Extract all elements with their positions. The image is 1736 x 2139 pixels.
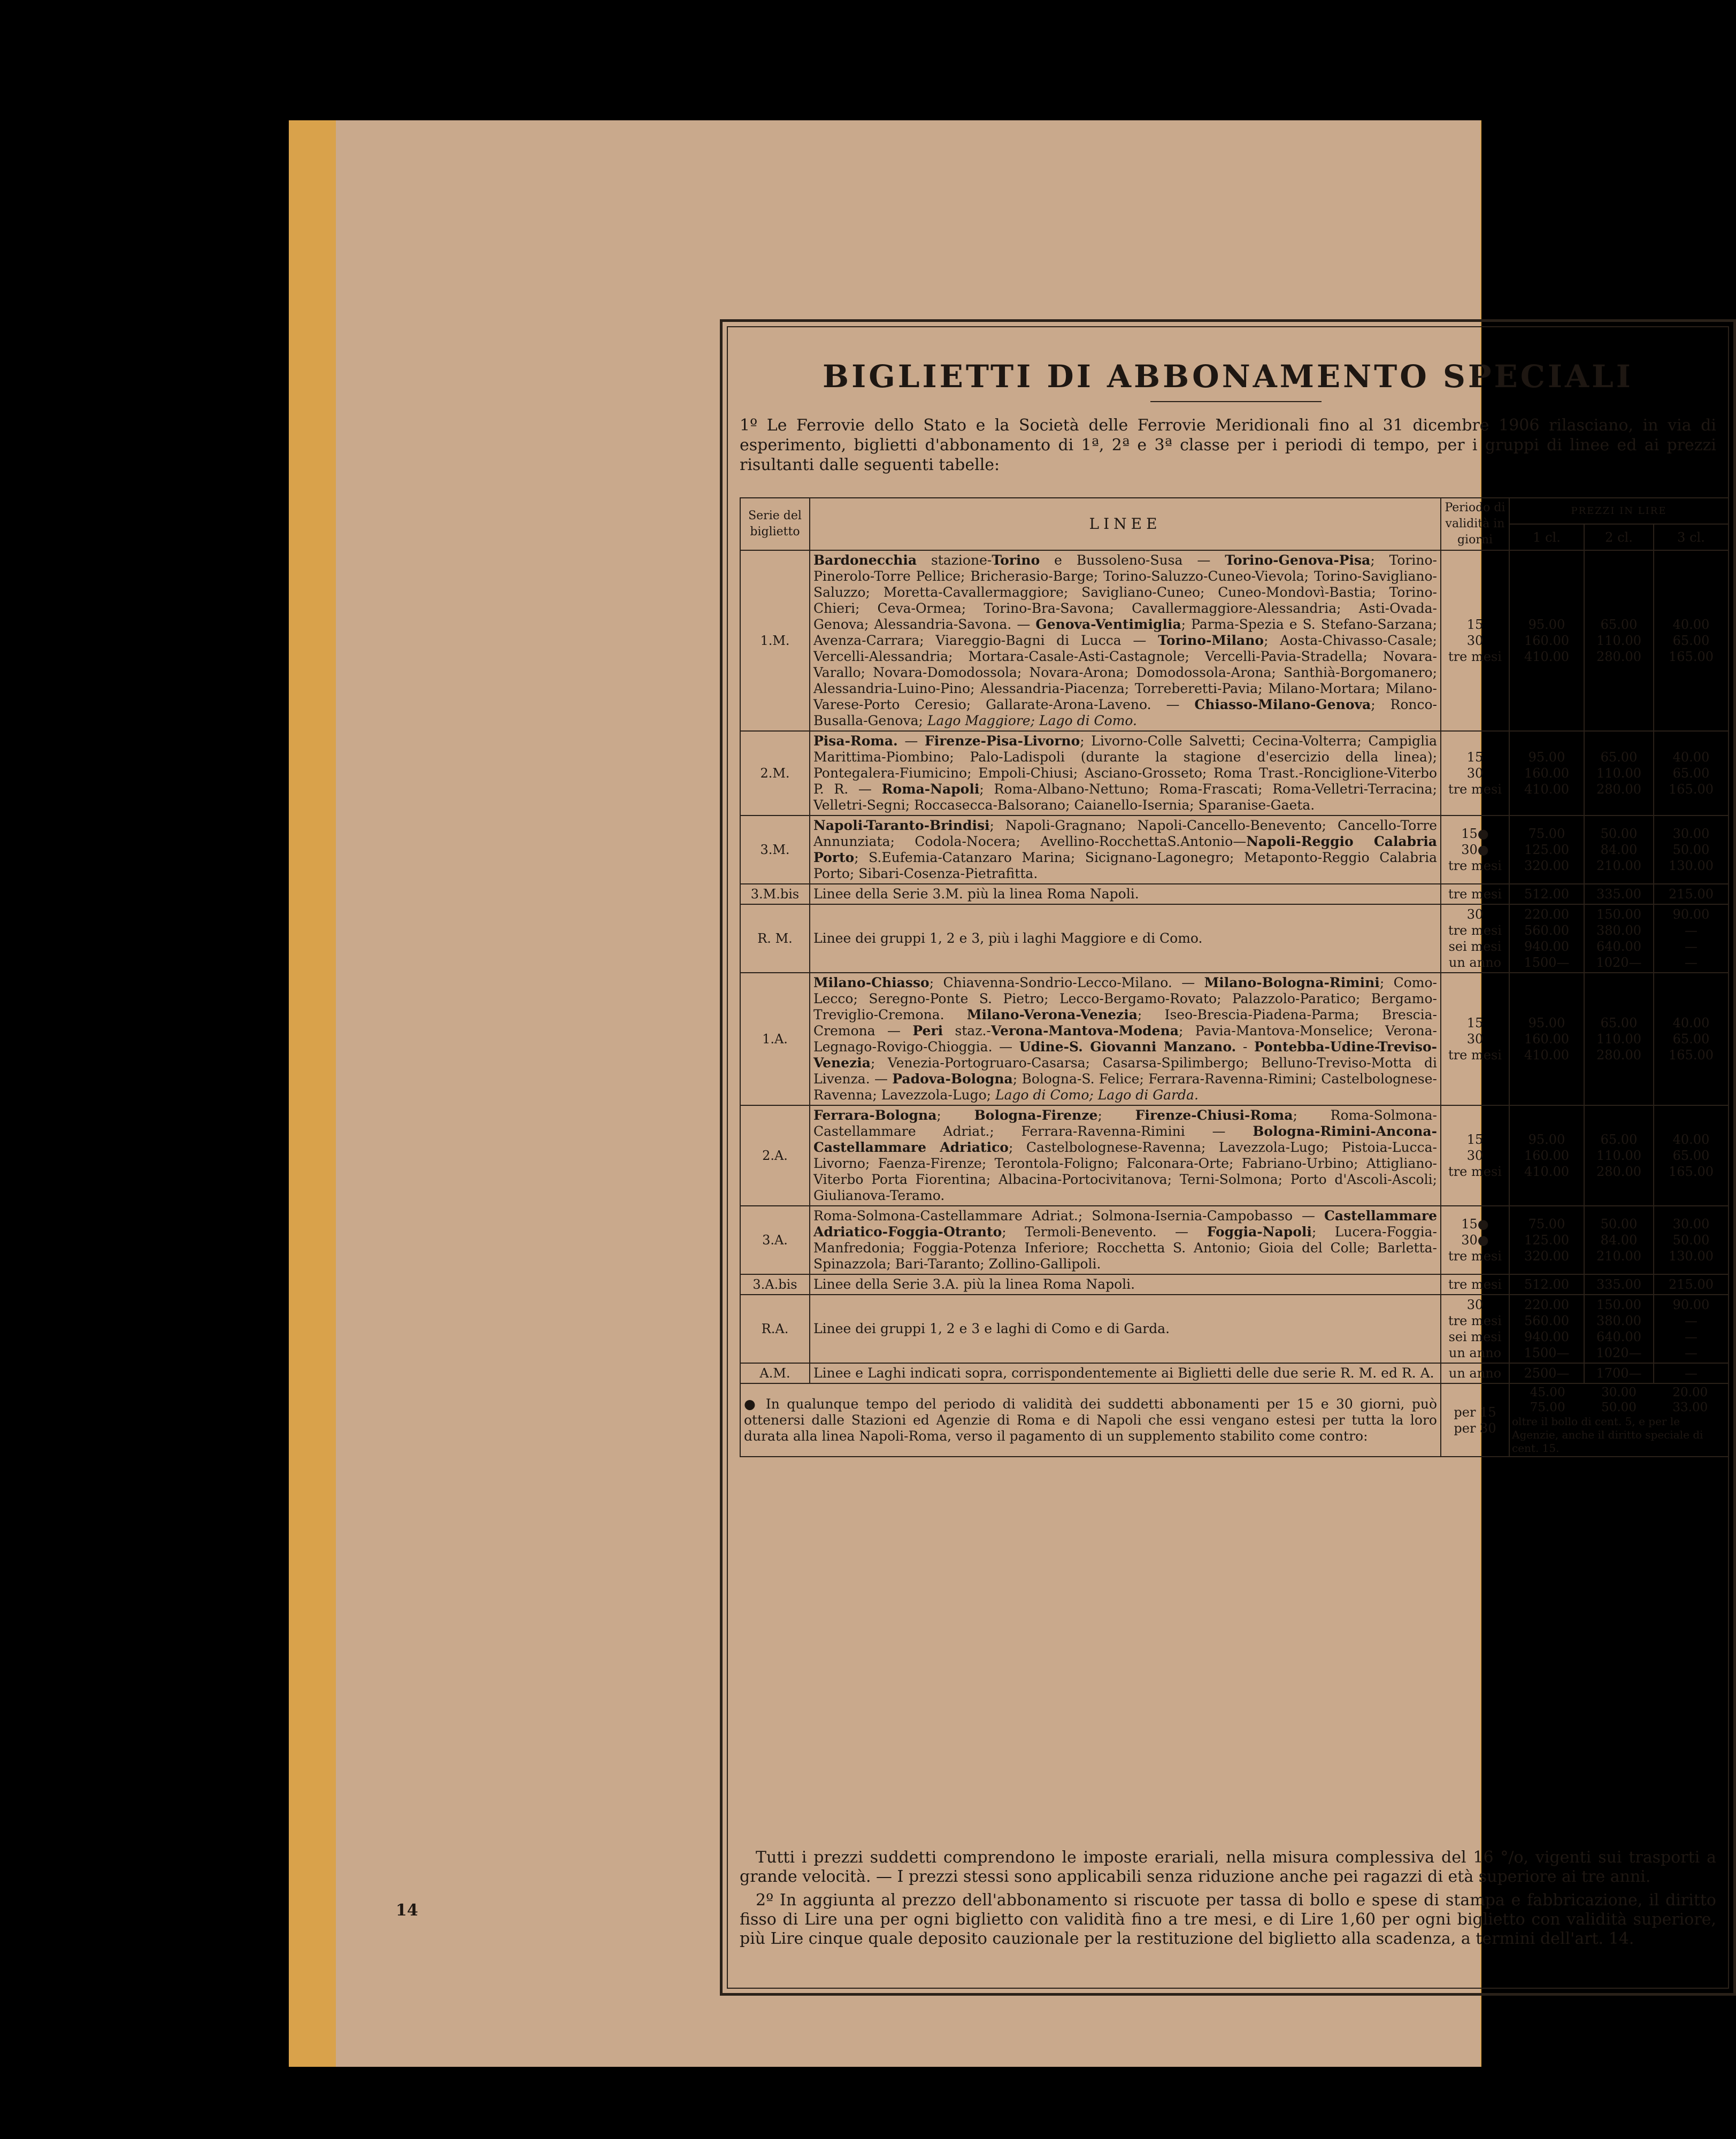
- price-cl2-value: 280.00: [1596, 649, 1641, 664]
- periodo-value: tre mesi: [1448, 923, 1502, 938]
- periodo-cell: [1441, 884, 1509, 904]
- periodo-value: 15: [1466, 750, 1484, 765]
- periodo-value: 30: [1466, 766, 1484, 781]
- price-cl1-value: 75.00: [1528, 1217, 1565, 1232]
- periodo-value: tre mesi: [1448, 782, 1502, 797]
- price-cl3-cell: [1654, 1295, 1729, 1363]
- header-periodo: Periodo di validità in giorni: [1441, 498, 1509, 550]
- price-cl2-cell: [1584, 1274, 1654, 1295]
- price-cl1-value: 160.00: [1524, 1148, 1569, 1163]
- table-row: [740, 884, 1729, 904]
- price-cl1-value: 95.00: [1528, 1132, 1565, 1147]
- price-cl1-value: 320.00: [1524, 858, 1569, 873]
- linee-cell: Milano-Chiasso; Chiavenna-Sondrio-Lecco-Milano. — Milano-Bologna-Rimini; Como-Lecco; Seregno-Ponte S. Pietro; Lecco-Bergamo-Rovato; Palazzolo-Paratico; Bergamo-Treviglio-Cremona. Milano-Verona-Venezia; Iseo-Brescia-Piadena-Parma; Brescia-Cremona — Peri staz.-Verona-Mantova-Modena; Pavia-Mantova-Monselice; Verona-Legnago-Rovigo-Chioggia. — Udine-S. Giovanni Manzano. - Pontebba-Udine-Treviso-Venezia; Venezia-Portogruaro-Casarsa; Casarsa-Spilimbergo; Belluno-Treviso-Motta di Livenza. — Padova-Bologna; Bologna-S. Felice; Ferrara-Ravenna-Rimini; Castelbolognese-Ravenna; Lavezzola-Lugo; Lago di Como; Lago di Garda.: [810, 973, 1441, 1105]
- price-cl2-value: 50.00: [1600, 826, 1638, 841]
- price-cl2-value: 335.00: [1596, 1277, 1641, 1292]
- linee-cell: Roma-Solmona-Castellammare Adriat.; Solmona-Isernia-Campobasso — Castellammare Adriatico-Foggia-Otranto; Termoli-Benevento. — Foggia-Napoli; Lucera-Foggia-Manfredonia; Foggia-Potenza Inferiore; Rocchetta S. Antonio; Gioia del Colle; Barletta-Spinazzola; Bari-Taranto; Zollino-Gallipoli.: [810, 1206, 1441, 1274]
- closing-paragraph: 2º In aggiunta al prezzo dell'abbonamento si riscuote per tassa di bollo e spese di stampa e fabbricazione, il diritto fisso di Lire una per ogni biglietto con validità fino a tre mesi, e di Lire 1,60 per ogni biglietto con validità superiore, più Lire cinque quale deposito cauzionale per la restituzione del biglietto alla scadenza, a termini dell'art. 14.: [740, 1891, 1716, 1948]
- price-cl2-value: 280.00: [1596, 1048, 1641, 1063]
- title-rule: [1150, 401, 1322, 402]
- price-cl3-value: —: [1685, 1329, 1697, 1344]
- periodo-value: 15: [1466, 1132, 1484, 1147]
- price-cl2-value: 150.00: [1596, 907, 1641, 922]
- page-title: BIGLIETTI DI ABBONAMENTO SPECIALI: [823, 358, 1633, 395]
- price-cl3-value: 30.00: [1672, 826, 1710, 841]
- price-cl3-value: 215.00: [1669, 1277, 1714, 1292]
- periodo-cell: [1441, 731, 1509, 815]
- price-cl2-value: 380.00: [1596, 1313, 1641, 1328]
- periodo-value: tre mesi: [1448, 1313, 1502, 1328]
- price-cl1-cell: [1509, 884, 1584, 904]
- periodo-value: tre mesi: [1448, 1048, 1502, 1063]
- price-cl2-value: 210.00: [1596, 858, 1641, 873]
- table-row: [740, 815, 1729, 884]
- price-cl3-value: 165.00: [1669, 1048, 1714, 1063]
- price-cl3-cell: [1654, 731, 1729, 815]
- linee-cell: Linee della Serie 3.A. più la linea Roma Napoli.: [810, 1274, 1441, 1295]
- price-cl3-value: 40.00: [1672, 750, 1710, 765]
- footnote-c1: 75.00: [1530, 1401, 1565, 1414]
- serie-cell: 2.A.: [740, 1105, 810, 1206]
- price-cl1-value: 125.00: [1524, 842, 1569, 857]
- price-cl1-value: 160.00: [1524, 1032, 1569, 1047]
- price-cl2-value: 335.00: [1596, 887, 1641, 902]
- price-cl1-value: 410.00: [1524, 1164, 1569, 1179]
- table-row: [740, 1105, 1729, 1206]
- price-cl3-value: 40.00: [1672, 617, 1710, 632]
- price-cl2-value: 65.00: [1600, 1132, 1638, 1147]
- periodo-cell: [1441, 1295, 1509, 1363]
- price-cl2-cell: [1584, 1295, 1654, 1363]
- price-cl1-value: 410.00: [1524, 782, 1569, 797]
- price-cl1-value: 220.00: [1524, 907, 1569, 922]
- periodo-value: 15: [1466, 617, 1484, 632]
- price-cl3-value: 50.00: [1672, 842, 1710, 857]
- periodo-cell: [1441, 973, 1509, 1105]
- header-prezzi: PREZZI IN LIRE: [1509, 498, 1729, 524]
- price-cl3-cell: [1654, 884, 1729, 904]
- price-cl1-cell: [1509, 815, 1584, 884]
- price-cl1-value: 410.00: [1524, 649, 1569, 664]
- price-cl3-value: 65.00: [1672, 1032, 1710, 1047]
- periodo-value: tre mesi: [1448, 1249, 1502, 1264]
- price-cl1-cell: [1509, 1363, 1584, 1383]
- price-cl3-cell: [1654, 815, 1729, 884]
- serie-cell: 1.A.: [740, 973, 810, 1105]
- price-cl2-cell: [1584, 1206, 1654, 1274]
- price-cl1-cell: [1509, 1274, 1584, 1295]
- price-cl1-cell: [1509, 1206, 1584, 1274]
- price-cl1-cell: [1509, 1295, 1584, 1363]
- periodo-cell: [1441, 1105, 1509, 1206]
- price-cl3-value: 40.00: [1672, 1132, 1710, 1147]
- page-frame: [720, 319, 1736, 1996]
- footnote-c1: 45.00: [1530, 1386, 1565, 1399]
- periodo-value: 15●: [1461, 1217, 1489, 1232]
- periodo-value: 30: [1466, 633, 1484, 648]
- price-cl2-cell: [1584, 731, 1654, 815]
- price-cl1-value: 2500—: [1524, 1366, 1570, 1381]
- price-cl2-cell: [1584, 550, 1654, 731]
- price-cl1-value: 512.00: [1524, 1277, 1569, 1292]
- header-linee: LINEE: [810, 498, 1441, 550]
- footnote-c2: 50.00: [1601, 1401, 1637, 1414]
- price-cl2-value: 640.00: [1596, 1329, 1641, 1344]
- price-cl1-value: 220.00: [1524, 1297, 1569, 1312]
- table-row: [740, 904, 1729, 973]
- periodo-value: sei mesi: [1448, 939, 1502, 954]
- price-cl1-value: 75.00: [1528, 826, 1565, 841]
- periodo-value: sei mesi: [1448, 1329, 1502, 1344]
- footnote-prices: [1509, 1383, 1729, 1457]
- serie-cell: 1.M.: [740, 550, 810, 731]
- periodo-value: un anno: [1448, 1366, 1502, 1381]
- price-cl1-value: 940.00: [1524, 1329, 1569, 1344]
- table-row: [740, 731, 1729, 815]
- page-number: 14: [396, 1901, 418, 1920]
- price-cl2-value: 65.00: [1600, 750, 1638, 765]
- price-cl2-value: 640.00: [1596, 939, 1641, 954]
- price-cl2-value: 210.00: [1596, 1249, 1641, 1264]
- price-cl3-cell: [1654, 1274, 1729, 1295]
- price-cl1-value: 512.00: [1524, 887, 1569, 902]
- price-cl3-value: 130.00: [1669, 1249, 1714, 1264]
- price-cl3-value: 90.00: [1672, 907, 1710, 922]
- price-cl3-value: 65.00: [1672, 633, 1710, 648]
- price-cl1-value: 410.00: [1524, 1048, 1569, 1063]
- periodo-value: 30: [1466, 1148, 1484, 1163]
- linee-cell: Napoli-Taranto-Brindisi; Napoli-Gragnano; Napoli-Cancello-Benevento; Cancello-Torre Annunziata; Codola-Nocera; Avellino-RocchettaS.Antonio—Napoli-Reggio Calabria Porto; S.Eufemia-Catanzaro Marina; Sicignano-Lagonegro; Metaponto-Reggio Calabria Porto; Sibari-Cosenza-Pietrafitta.: [810, 815, 1441, 884]
- price-cl1-cell: [1509, 904, 1584, 973]
- price-cl3-value: 30.00: [1672, 1217, 1710, 1232]
- periodo-value: tre mesi: [1448, 1277, 1502, 1292]
- serie-cell: 3.M.: [740, 815, 810, 884]
- periodo-cell: [1441, 1274, 1509, 1295]
- footnote-period: per 30: [1454, 1420, 1496, 1436]
- price-cl1-value: 1500—: [1524, 955, 1570, 970]
- footnote-c3: 20.00: [1672, 1386, 1708, 1399]
- price-cl3-cell: [1654, 973, 1729, 1105]
- footnote-note: oltre il bollo di cent. 5, e per le Agenzie, anche il diritto speciale di cent. 15.: [1512, 1415, 1703, 1455]
- price-cl3-cell: [1654, 1206, 1729, 1274]
- price-cl2-value: 1020—: [1596, 1345, 1642, 1360]
- price-cl3-value: —: [1685, 1313, 1697, 1328]
- price-cl1-value: 125.00: [1524, 1233, 1569, 1248]
- serie-cell: R. M.: [740, 904, 810, 973]
- table-row: [740, 1274, 1729, 1295]
- price-cl3-value: —: [1685, 939, 1697, 954]
- serie-cell: 3.A.: [740, 1206, 810, 1274]
- price-cl3-value: 90.00: [1672, 1297, 1710, 1312]
- linee-cell: Linee dei gruppi 1, 2 e 3 e laghi di Como e di Garda.: [810, 1295, 1441, 1363]
- linee-cell: Linee della Serie 3.M. più la linea Roma Napoli.: [810, 884, 1441, 904]
- price-cl2-value: 110.00: [1596, 1148, 1641, 1163]
- price-cl2-value: 110.00: [1596, 633, 1641, 648]
- price-cl1-value: 95.00: [1528, 617, 1565, 632]
- price-cl3-value: 130.00: [1669, 858, 1714, 873]
- periodo-cell: [1441, 1206, 1509, 1274]
- price-cl1-value: 160.00: [1524, 633, 1569, 648]
- price-cl2-value: 65.00: [1600, 617, 1638, 632]
- table-row: [740, 1206, 1729, 1274]
- price-cl2-cell: [1584, 1105, 1654, 1206]
- price-cl3-value: —: [1685, 923, 1697, 938]
- serie-cell: 3.M.bis: [740, 884, 810, 904]
- footnote-c3: 33.00: [1672, 1401, 1708, 1414]
- price-cl3-value: 50.00: [1672, 1233, 1710, 1248]
- periodo-value: tre mesi: [1448, 1164, 1502, 1179]
- price-cl3-value: 165.00: [1669, 1164, 1714, 1179]
- header-cl3: 3 cl.: [1654, 524, 1729, 550]
- header-cl1: 1 cl.: [1509, 524, 1584, 550]
- price-cl3-cell: [1654, 904, 1729, 973]
- linee-cell: Pisa-Roma. — Firenze-Pisa-Livorno; Livorno-Colle Salvetti; Cecina-Volterra; Campiglia Marittima-Piombino; Palo-Ladispoli (durante la stagione d'esercizio della linea); Pontegalera-Fiumicino; Empoli-Chiusi; Asciano-Grosseto; Roma Trast.-Ronciglione-Viterbo P. R. — Roma-Napoli; Roma-Albano-Nettuno; Roma-Frascati; Roma-Velletri-Terracina; Velletri-Segni; Roccasecca-Balsorano; Caianello-Isernia; Sparanise-Gaeta.: [810, 731, 1441, 815]
- price-cl1-cell: [1509, 550, 1584, 731]
- footnote-c2: 30.00: [1601, 1386, 1637, 1399]
- price-cl3-value: 215.00: [1669, 887, 1714, 902]
- price-cl2-cell: [1584, 973, 1654, 1105]
- footnote-text: ● In qualunque tempo del periodo di validità dei suddetti abbonamenti per 15 e 30 giorni, può ottenersi dalle Stazioni ed Agenzie di Roma e di Napoli che essi vengano estesi per tutta la loro durata alla linea Napoli-Roma, verso il pagamento di un supplemento stabilito come contro:: [740, 1383, 1441, 1457]
- price-cl2-value: 110.00: [1596, 1032, 1641, 1047]
- price-cl1-value: 320.00: [1524, 1249, 1569, 1264]
- footnote-row: [740, 1383, 1729, 1457]
- linee-cell: Ferrara-Bologna; Bologna-Firenze; Firenze-Chiusi-Roma; Roma-Solmona-Castellammare Adriat.; Ferrara-Ravenna-Rimini — Bologna-Rimini-Ancona-Castellammare Adriatico; Castelbolognese-Ravenna; Lavezzola-Lugo; Pistoia-Lucca-Livorno; Faenza-Firenze; Terontola-Foligno; Falconara-Orte; Fabriano-Urbino; Attigliano-Viterbo Porta Fiorentina; Albacina-Portocivitanova; Terni-Solmona; Porto d'Ascoli-Ascoli; Giulianova-Teramo.: [810, 1105, 1441, 1206]
- price-cl2-value: 84.00: [1600, 1233, 1638, 1248]
- periodo-value: 30●: [1461, 1233, 1489, 1248]
- serie-cell: R.A.: [740, 1295, 810, 1363]
- inner-frame: [727, 326, 1729, 1989]
- serie-cell: 2.M.: [740, 731, 810, 815]
- periodo-value: un anno: [1448, 955, 1502, 970]
- price-cl1-value: 1500—: [1524, 1345, 1570, 1360]
- price-cl3-value: —: [1685, 1366, 1697, 1381]
- price-cl3-cell: [1654, 550, 1729, 731]
- price-cl3-value: 65.00: [1672, 1148, 1710, 1163]
- price-cl2-value: 150.00: [1596, 1297, 1641, 1312]
- price-cl1-value: 560.00: [1524, 923, 1569, 938]
- periodo-value: 15: [1466, 1015, 1484, 1030]
- header-cl2: 2 cl.: [1584, 524, 1654, 550]
- periodo-value: tre mesi: [1448, 887, 1502, 902]
- footnote-period: per 15: [1454, 1404, 1496, 1420]
- table-row: [740, 550, 1729, 731]
- price-cl2-cell: [1584, 904, 1654, 973]
- periodo-value: 15●: [1461, 826, 1489, 841]
- periodo-cell: [1441, 1363, 1509, 1383]
- price-cl2-value: 110.00: [1596, 766, 1641, 781]
- price-cl3-value: —: [1685, 955, 1697, 970]
- periodo-value: tre mesi: [1448, 649, 1502, 664]
- table-row: [740, 1363, 1729, 1383]
- closing-text: [740, 1848, 1716, 1953]
- periodo-value: 30●: [1461, 842, 1489, 857]
- periodo-cell: [1441, 550, 1509, 731]
- closing-paragraph: Tutti i prezzi suddetti comprendono le imposte erariali, nella misura complessiva del 16 °/o, vigenti sui trasporti a grande velocità. — I prezzi stessi sono applicabili senza riduzione anche pei ragazzi di età superiore ai tre anni.: [740, 1848, 1716, 1886]
- periodo-value: tre mesi: [1448, 858, 1502, 873]
- price-cl2-value: 84.00: [1600, 842, 1638, 857]
- price-cl2-value: 1700—: [1596, 1366, 1642, 1381]
- price-cl3-cell: [1654, 1363, 1729, 1383]
- price-cl3-value: —: [1685, 1345, 1697, 1360]
- price-cl1-value: 95.00: [1528, 750, 1565, 765]
- price-cl3-value: 40.00: [1672, 1015, 1710, 1030]
- linee-cell: Linee e Laghi indicati sopra, corrispondentemente ai Biglietti delle due serie R. M. ed R. A.: [810, 1363, 1441, 1383]
- footnote-periodi: [1441, 1383, 1509, 1457]
- price-cl2-value: 65.00: [1600, 1015, 1638, 1030]
- tariff-table: [740, 497, 1729, 1457]
- price-cl2-cell: [1584, 1363, 1654, 1383]
- linee-cell: Linee dei gruppi 1, 2 e 3, più i laghi Maggiore e di Como.: [810, 904, 1441, 973]
- price-cl2-value: 380.00: [1596, 923, 1641, 938]
- periodo-value: 30: [1466, 1032, 1484, 1047]
- price-cl2-cell: [1584, 815, 1654, 884]
- price-cl1-cell: [1509, 973, 1584, 1105]
- serie-cell: A.M.: [740, 1363, 810, 1383]
- page: [336, 120, 1716, 2067]
- table-row: [740, 973, 1729, 1105]
- serie-cell: 3.A.bis: [740, 1274, 810, 1295]
- price-cl1-cell: [1509, 1105, 1584, 1206]
- price-cl1-value: 95.00: [1528, 1015, 1565, 1030]
- periodo-value: 30: [1466, 907, 1484, 922]
- periodo-cell: [1441, 815, 1509, 884]
- price-cl2-cell: [1584, 884, 1654, 904]
- price-cl3-value: 165.00: [1669, 782, 1714, 797]
- periodo-value: un anno: [1448, 1345, 1502, 1360]
- price-cl2-value: 50.00: [1600, 1217, 1638, 1232]
- price-cl3-value: 65.00: [1672, 766, 1710, 781]
- intro-paragraph: 1º Le Ferrovie dello Stato e la Società delle Ferrovie Meridionali fino al 31 dicembre 1906 rilasciano, in via di esperimento, biglietti d'abbonamento di 1ª, 2ª e 3ª classe per i periodi di tempo, per i gruppi di linee ed ai prezzi risultanti dalle seguenti tabelle:: [740, 416, 1716, 474]
- price-cl1-value: 940.00: [1524, 939, 1569, 954]
- price-cl2-value: 1020—: [1596, 955, 1642, 970]
- header-serie: Serie del biglietto: [740, 498, 810, 550]
- periodo-value: 30: [1466, 1297, 1484, 1312]
- price-cl1-value: 160.00: [1524, 766, 1569, 781]
- table-row: [740, 1295, 1729, 1363]
- price-cl1-value: 560.00: [1524, 1313, 1569, 1328]
- linee-cell: Bardonecchia stazione-Torino e Bussoleno-Susa — Torino-Genova-Pisa; Torino-Pinerolo-Torre Pellice; Bricherasio-Barge; Torino-Saluzzo-Cuneo-Vievola; Torino-Savigliano-Saluzzo; Moretta-Cavallermaggiore; Savigliano-Cuneo; Cuneo-Mondovì-Bastia; Torino-Chieri; Ceva-Ormea; Torino-Bra-Savona; Cavallermaggiore-Alessandria; Asti-Ovada-Genova; Alessandria-Savona. — Genova-Ventimiglia; Parma-Spezia e S. Stefano-Sarzana; Avenza-Carrara; Viareggio-Bagni di Lucca — Torino-Milano; Aosta-Chivasso-Casale; Vercelli-Alessandria; Mortara-Casale-Asti-Castagnole; Vercelli-Pavia-Stradella; Novara-Varallo; Novara-Domodossola; Novara-Arona; Domodossola-Arona; Santhià-Borgomanero; Alessandria-Luino-Pino; Alessandria-Piacenza; Torreberetti-Pavia; Milano-Mortara; Milano-Varese-Porto Ceresio; Gallarate-Arona-Laveno. — Chiasso-Milano-Genova; Ronco-Busalla-Genova; Lago Maggiore; Lago di Como.: [810, 550, 1441, 731]
- price-cl3-cell: [1654, 1105, 1729, 1206]
- price-cl1-cell: [1509, 731, 1584, 815]
- periodo-cell: [1441, 904, 1509, 973]
- price-cl3-value: 165.00: [1669, 649, 1714, 664]
- price-cl2-value: 280.00: [1596, 1164, 1641, 1179]
- price-cl2-value: 280.00: [1596, 782, 1641, 797]
